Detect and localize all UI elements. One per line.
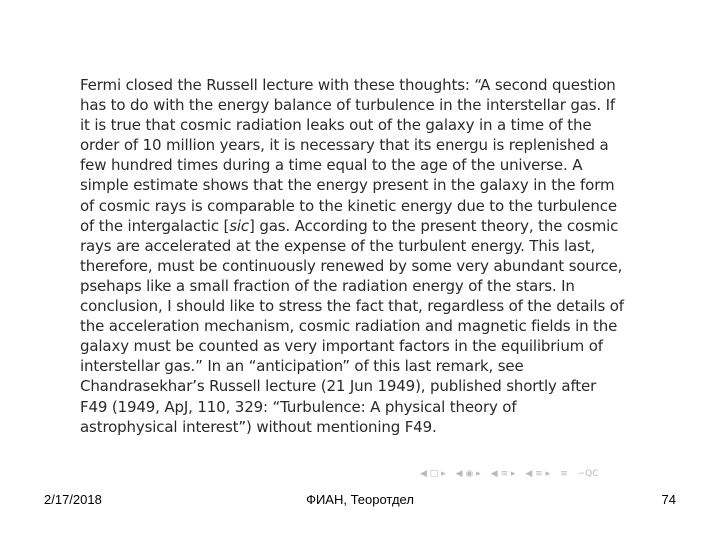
nav-search-icon[interactable]: ∽QC <box>577 469 599 479</box>
quote-line: has to do with the energy balance of turbulence in the interstellar gas. If <box>80 96 616 115</box>
quote-line: Chandrasekhar’s Russell lecture (21 Jun 1949), published shortly after <box>80 377 597 396</box>
quote-line: of cosmic rays is comparable to the kinetic energy due to the turbulence <box>80 196 617 215</box>
quote-line: rays are accelerated at the expense of the turbulent energy. This last, <box>80 236 596 255</box>
nav-frame-icon[interactable]: ◀ □ ▸ <box>420 469 446 479</box>
quote-line: psehaps like a small fraction of the radiation energy of the stars. In <box>80 276 575 295</box>
nav-menu-icon[interactable]: ≡ <box>560 469 568 479</box>
quote-fragment: ] gas. According to the present theory, the cosmic <box>249 216 619 235</box>
quote-line: galaxy must be counted as very important factors in the equilibrium of <box>80 337 603 356</box>
quote-line: astrophysical interest”) without mentioning F49. <box>80 417 437 436</box>
nav-presentation-icon[interactable]: ◀ ≡ ▸ <box>525 469 551 479</box>
quote-line: the acceleration mechanism, cosmic radiation and magnetic fields in the <box>80 317 618 336</box>
quote-line: Fermi closed the Russell lecture with these thoughts: “A second question <box>80 76 616 94</box>
beamer-navigation-bar[interactable] <box>420 467 640 481</box>
quote-line: therefore, must be continuously renewed by some very abundant source, <box>80 256 623 275</box>
footer-page-number: 74 <box>661 492 676 507</box>
footer-date: 2/17/2018 <box>44 492 102 507</box>
quote-fragment: of the intergalactic [ <box>80 216 230 235</box>
quote-line: conclusion, I should like to stress the fact that, regardless of the details of <box>80 297 624 316</box>
quote-line: interstellar gas.” In an “anticipation” of this last remark, see <box>80 357 524 376</box>
sic-annotation: sic <box>229 216 250 235</box>
footer-organization: ФИАН, Теоротдел <box>306 492 414 507</box>
nav-subsection-icon[interactable]: ◀ ◉ ▸ <box>455 469 481 479</box>
quote-line: it is true that cosmic radiation leaks out of the galaxy in a time of the <box>80 116 592 135</box>
quote-line: F49 (1949, ApJ, 110, 329: “Turbulence: A physical theory of <box>80 397 517 416</box>
quote-line: order of 10 million years, it is necessary that its energu is replenished a <box>80 136 609 155</box>
nav-section-icon[interactable]: ◀ ≡ ▸ <box>490 469 516 479</box>
slide-footer <box>0 492 720 512</box>
quote-block <box>80 75 624 437</box>
quote-line: simple estimate shows that the energy present in the galaxy in the form <box>80 176 615 195</box>
quote-line: few hundred times during a time equal to the age of the universe. A <box>80 156 583 175</box>
quote-line <box>80 216 619 236</box>
